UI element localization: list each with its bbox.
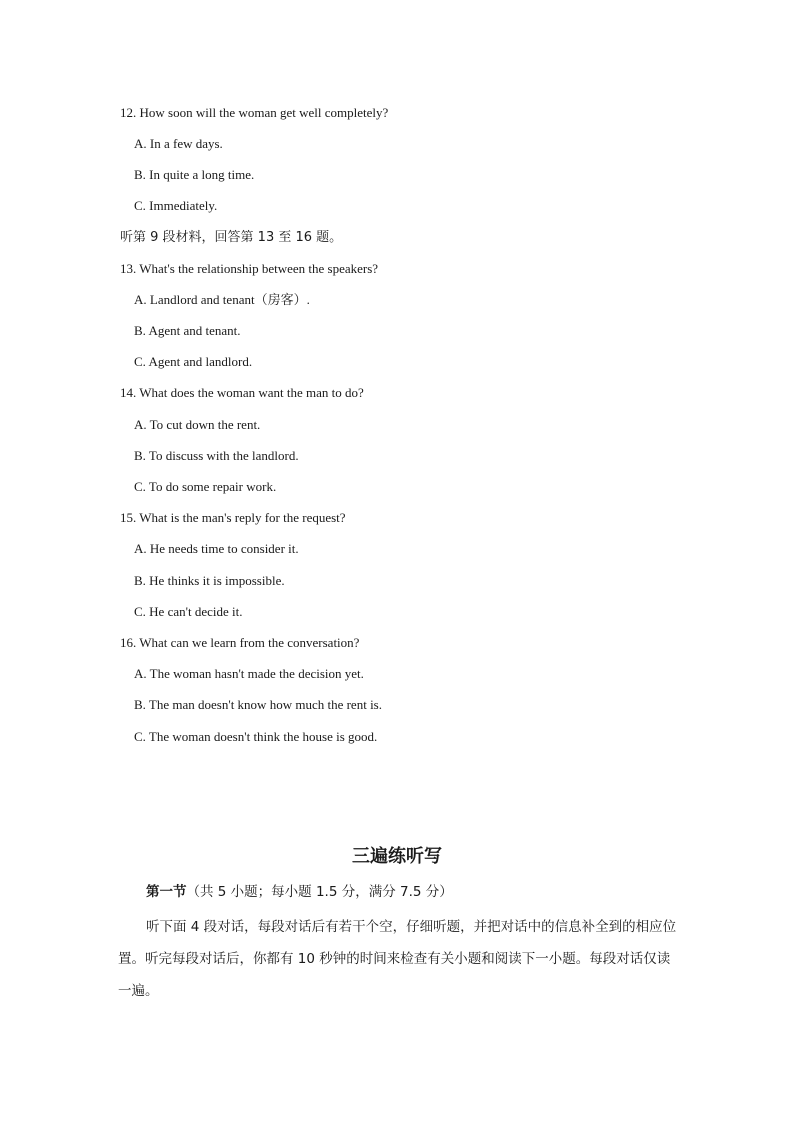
question-14-option-b: B. To discuss with the landlord. xyxy=(134,448,299,463)
question-16-option-c: C. The woman doesn't think the house is good. xyxy=(134,729,378,744)
question-16-stem: 16. What can we learn from the conversation? xyxy=(120,635,360,650)
question-13-option-c: C. Agent and landlord. xyxy=(134,354,253,369)
section-info: （共 5 小题；每小题 1.5 分，满分 7.5 分） xyxy=(186,884,453,900)
question-16-option-a: A. The woman hasn't made the decision yet. xyxy=(134,666,364,681)
question-15-stem: 15. What is the man's reply for the request? xyxy=(120,510,346,525)
question-12-option-a: A. In a few days. xyxy=(134,136,223,151)
question-14-option-c: C. To do some repair work. xyxy=(134,479,277,494)
question-13-stem: 13. What's the relationship between the speakers? xyxy=(120,261,379,276)
question-13-option-b: B. Agent and tenant. xyxy=(134,323,241,338)
question-12-option-b: B. In quite a long time. xyxy=(134,167,255,182)
section-heading xyxy=(146,881,453,903)
question-15-option-b: B. He thinks it is impossible. xyxy=(134,573,285,588)
question-16-option-b: B. The man doesn't know how much the rent is. xyxy=(134,697,382,712)
question-12-option-c: C. Immediately. xyxy=(134,198,218,213)
question-14-option-a: A. To cut down the rent. xyxy=(134,417,261,432)
dictation-instructions: 听下面 4 段对话，每段对话后有若干个空，仔细听题，并把对话中的信息补全到的相应位置。听完每段对话后，你都有 10 秒钟的时间来检查有关小题和阅读下一小题。每段对话仅读一遍。 xyxy=(118,919,677,999)
dictation-title: 三遍练听写 xyxy=(352,846,442,867)
material-note: 听第 9 段材料，回答第 13 至 16 题。 xyxy=(120,230,343,245)
question-12-stem: 12. How soon will the woman get well completely? xyxy=(120,105,389,120)
section-label: 第一节 xyxy=(146,884,187,900)
question-15-option-c: C. He can't decide it. xyxy=(134,604,243,619)
question-14-stem: 14. What does the woman want the man to do? xyxy=(120,385,364,400)
question-15-option-a: A. He needs time to consider it. xyxy=(134,541,299,556)
question-13-option-a: A. Landlord and tenant（房客）. xyxy=(134,292,310,307)
